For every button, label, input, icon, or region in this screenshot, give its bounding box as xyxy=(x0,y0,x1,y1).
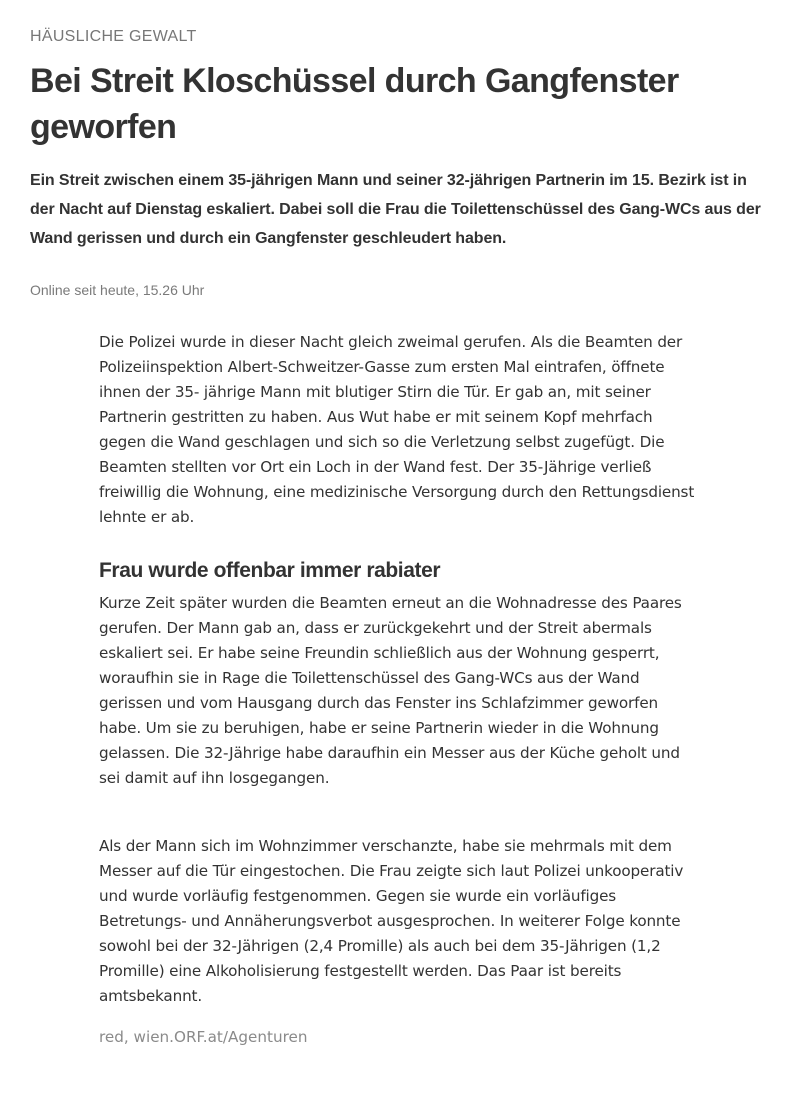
publish-timestamp: Online seit heute, 15.26 Uhr xyxy=(30,282,205,298)
article-paragraph-1: Die Polizei wurde in dieser Nacht gleich zweimal gerufen. Als die Beamten der Polizeiinspektion Albert-Schweitzer-Gasse zum ersten Mal eintrafen, öffnete ihnen der 35- jährige Mann mit blutiger Stirn die Tür. Er gab an, mit seiner Partnerin gestritten zu haben. Aus Wut habe er mit seinem Kopf mehrfach gegen die Wand geschlagen und sich so die Verletzung selbst zugefügt. Die Beamten stellten vor Ort ein Loch in der Wand fest. Der 35-Jährige verließ freiwillig die Wohnung, eine medizinische Versorgung durch den Rettungsdienst lehnte er ab. xyxy=(99,333,695,526)
article-paragraph-2: Kurze Zeit später wurden die Beamten erneut an die Wohnadresse des Paares gerufen. Der Mann gab an, dass er zurückgekehrt und der Streit abermals eskaliert sei. Er habe seine Freundin schließlich aus der Wohnung gesperrt, woraufhin sie in Rage die Toilettenschüssel des Gang-WCs aus der Wand gerissen und vom Hausgang durch das Fenster ins Schlafzimmer geworfen habe. Um sie zu beruhigen, habe er seine Partnerin wieder in die Wohnung gelassen. Die 32-Jährige habe daraufhin ein Messer aus der Küche geholt und sei damit auf ihn losgegangen. xyxy=(99,594,682,787)
article-subheading: Frau wurde offenbar immer rabiater xyxy=(99,559,441,582)
page-title: Bei Streit Kloschüssel durch Gangfenster geworfen xyxy=(30,62,679,146)
article-source: red, wien.ORF.at/Agenturen xyxy=(99,1028,308,1046)
article-paragraph-3: Als der Mann sich im Wohnzimmer verschanzte, habe sie mehrmals mit dem Messer auf die Tür eingestochen. Die Frau zeigte sich laut Polizei unkooperativ und wurde vorläufig festgenommen. Gegen sie wurde ein vorläufiges Betretungs- und Annäherungsverbot ausgesprochen. In weiterer Folge konnte sowohl bei der 32-Jährigen (2,4 Promille) als auch bei dem 35-Jährigen (1,2 Promille) eine Alkoholisierung festgestellt werden. Das Paar ist bereits amtsbekannt. xyxy=(99,837,684,1005)
article-lead: Ein Streit zwischen einem 35-jährigen Mann und seiner 32-jährigen Partnerin im 15. Bezirk ist in der Nacht auf Dienstag eskaliert. Dabei soll die Frau die Toilettenschüssel des Gang-WCs aus der Wand gerissen und durch ein Gangfenster geschleudert haben. xyxy=(30,172,761,247)
article-kicker: HÄUSLICHE GEWALT xyxy=(30,28,197,45)
